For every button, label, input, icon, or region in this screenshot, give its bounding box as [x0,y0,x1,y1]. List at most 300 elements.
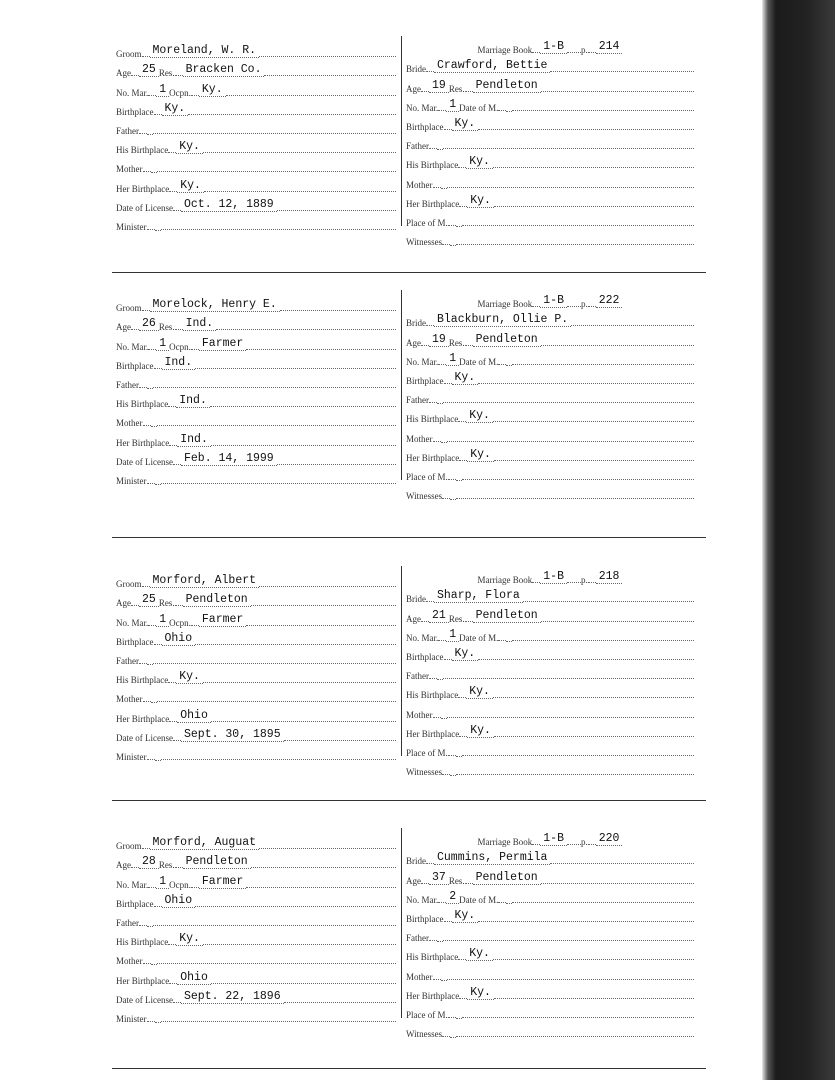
bride-no-mar-date-row [406,94,694,113]
bride-birthplace-row [406,113,694,132]
page-value: 218 [596,570,623,584]
groom-mother-label: Mother [116,956,143,967]
groom-value: Morford, Albert [150,574,260,588]
groom-mother-row [116,155,396,174]
bride-her-birthplace-value: Ky. [467,194,494,208]
date-of-license-value: Feb. 14, 1999 [181,452,277,466]
date-of-m-value [506,641,512,642]
bride-birthplace-value: Ky. [452,117,479,131]
bride-age-value: 19 [429,79,449,93]
date-of-m-label: Date of M. [459,356,499,367]
marriage-book-row [406,566,694,585]
groom-father-label: Father [116,655,139,666]
bride-row [406,585,694,604]
witnesses-value [450,775,456,776]
bride-age-label: Age [406,613,421,624]
column-divider [401,828,402,1018]
witnesses-value [450,1037,456,1038]
bride-value: Cummins, Permila [434,851,550,865]
bride-no-mar-date-row [406,624,694,643]
groom-father-row [116,371,396,390]
bride-father-row [406,132,694,151]
marriage-book-row [406,290,694,309]
bride-age-value: 21 [429,609,449,623]
place-of-m-row [406,209,694,228]
bride-birthplace-label: Birthplace [406,375,444,386]
bride-no-mar-label: No. Mar. [406,894,439,905]
groom-age-value: 25 [139,593,159,607]
groom-section [116,40,396,232]
groom-no-mar-ocpn-row [116,332,396,351]
bride-mother-label: Mother [406,971,433,982]
bride-age-label: Age [406,337,421,348]
groom-his-birthplace-row [116,928,396,947]
bride-his-birthplace-label: His Birthplace [406,160,459,171]
groom-her-birthplace-label: Her Birthplace [116,437,170,448]
witnesses-value [450,245,456,246]
bride-her-birthplace-row [406,720,694,739]
groom-res-value: Pendleton [183,855,251,869]
groom-birthplace-row [116,98,396,117]
bride-father-value [437,941,443,942]
groom-his-birthplace-value: Ind. [176,394,210,408]
scan-edge-shadow [762,0,835,1080]
bride-her-birthplace-label: Her Birthplace [406,452,460,463]
groom-res-value: Bracken Co. [183,63,265,77]
bride-res-value: Pendleton [473,609,541,623]
groom-father-label: Father [116,379,139,390]
place-of-m-row [406,463,694,482]
marriage-book-row [406,828,694,847]
date-of-m-value [506,903,512,904]
date-of-license-value: Sept. 30, 1895 [181,728,284,742]
groom-label: Groom [116,579,142,590]
place-of-m-label: Place of M. [406,747,448,758]
bride-label: Bride [406,64,426,75]
bride-her-birthplace-row [406,190,694,209]
date-of-license-label: Date of License [116,994,173,1005]
groom-birthplace-label: Birthplace [116,636,154,647]
groom-age-label: Age [116,860,131,871]
bride-no-mar-label: No. Mar. [406,356,439,367]
groom-res-label: Res. [158,68,175,79]
groom-mother-value [151,172,157,173]
bride-birthplace-value: Ky. [452,647,479,661]
column-divider [401,566,402,756]
groom-father-label: Father [116,917,139,928]
groom-ocpn-label: Ocpn. [169,341,191,352]
groom-his-birthplace-label: His Birthplace [116,145,169,156]
groom-her-birthplace-row [116,174,396,193]
groom-ocpn-value: Ky. [199,83,226,97]
witnesses-label: Witnesses [406,237,443,248]
groom-birthplace-label: Birthplace [116,898,154,909]
bride-row [406,847,694,866]
page-value: 222 [596,294,623,308]
groom-his-birthplace-row [116,390,396,409]
groom-res-label: Res. [158,598,175,609]
groom-birthplace-row [116,628,396,647]
place-of-m-value [456,480,462,481]
groom-birthplace-value: Ohio [162,632,196,646]
bride-birthplace-value: Ky. [452,371,479,385]
minister-row [116,743,396,762]
bride-age-res-row [406,604,694,623]
groom-age-res-row [116,313,396,332]
groom-his-birthplace-value: Ky. [176,932,203,946]
bride-age-value: 37 [429,871,449,885]
bride-father-value [437,403,443,404]
groom-section [116,294,396,486]
page-value: 214 [596,40,623,54]
groom-section [116,832,396,1024]
groom-no-mar-value: 1 [156,83,169,97]
groom-row [116,832,396,851]
bride-mother-row [406,170,694,189]
bride-birthplace-row [406,367,694,386]
witnesses-row [406,1020,694,1039]
groom-mother-label: Mother [116,418,143,429]
groom-age-value: 25 [139,63,159,77]
groom-ocpn-value: Farmer [199,875,246,889]
groom-birthplace-label: Birthplace [116,360,154,371]
page-value: 220 [596,832,623,846]
bride-his-birthplace-label: His Birthplace [406,690,459,701]
groom-mother-value [151,702,157,703]
groom-father-value [147,926,153,927]
bride-mother-value [441,718,447,719]
bride-his-birthplace-row [406,681,694,700]
bride-her-birthplace-label: Her Birthplace [406,728,460,739]
bride-age-label: Age [406,83,421,94]
groom-no-mar-label: No. Mar. [116,87,149,98]
groom-birthplace-label: Birthplace [116,106,154,117]
bride-res-value: Pendleton [473,333,541,347]
place-of-m-value [456,1018,462,1019]
date-of-license-row [116,448,396,467]
bride-age-label: Age [406,875,421,886]
groom-her-birthplace-value: Ohio [177,709,211,723]
bride-birthplace-row [406,643,694,662]
groom-father-value [147,134,153,135]
column-divider [401,290,402,480]
marriage-record-card [116,290,694,502]
groom-row [116,294,396,313]
place-of-m-label: Place of M. [406,217,448,228]
groom-his-birthplace-row [116,136,396,155]
date-of-m-value [506,111,512,112]
groom-label: Groom [116,841,142,852]
bride-no-mar-label: No. Mar. [406,632,439,643]
date-of-license-label: Date of License [116,732,173,743]
groom-his-birthplace-label: His Birthplace [116,937,169,948]
bride-label: Bride [406,856,426,867]
date-of-license-label: Date of License [116,202,173,213]
minister-row [116,1005,396,1024]
bride-father-row [406,924,694,943]
date-of-license-value: Sept. 22, 1896 [181,990,284,1004]
marriage-book-value: 1-B [540,570,567,584]
column-divider [401,36,402,226]
date-of-m-label: Date of M. [459,632,499,643]
minister-row [116,467,396,486]
bride-row [406,55,694,74]
bride-no-mar-value: 2 [446,890,459,904]
bride-section [406,36,694,247]
groom-her-birthplace-label: Her Birthplace [116,975,170,986]
groom-ocpn-label: Ocpn. [169,879,191,890]
place-of-m-row [406,739,694,758]
place-of-m-value [456,756,462,757]
bride-no-mar-value: 1 [446,628,459,642]
groom-no-mar-ocpn-row [116,870,396,889]
marriage-record-card [116,36,694,248]
groom-no-mar-ocpn-row [116,78,396,97]
groom-age-value: 26 [139,317,159,331]
groom-mother-value [151,426,157,427]
groom-age-label: Age [116,322,131,333]
marriage-record-card [116,828,694,1040]
groom-no-mar-label: No. Mar. [116,879,149,890]
groom-age-res-row [116,589,396,608]
minister-label: Minister [116,221,147,232]
date-of-license-row [116,194,396,213]
bride-age-res-row [406,866,694,885]
groom-value: Morelock, Henry E. [150,298,280,312]
groom-birthplace-row [116,890,396,909]
bride-father-label: Father [406,395,429,406]
date-of-license-row [116,986,396,1005]
bride-mother-label: Mother [406,179,433,190]
groom-no-mar-label: No. Mar. [116,341,149,352]
witnesses-label: Witnesses [406,767,443,778]
groom-father-row [116,909,396,928]
bride-his-birthplace-row [406,405,694,424]
marriage-book-row [406,36,694,55]
groom-her-birthplace-value: Ind. [177,433,211,447]
bride-his-birthplace-value: Ky. [466,685,493,699]
bride-father-row [406,386,694,405]
groom-her-birthplace-row [116,704,396,723]
groom-her-birthplace-row [116,966,396,985]
bride-mother-value [441,442,447,443]
minister-label: Minister [116,751,147,762]
bride-mother-row [406,424,694,443]
bride-father-value [437,679,443,680]
marriage-book-label: Marriage Book [477,837,533,848]
date-of-m-value [506,365,512,366]
groom-mother-value [151,964,157,965]
bride-her-birthplace-value: Ky. [467,448,494,462]
groom-no-mar-label: No. Mar. [116,617,149,628]
bride-res-label: Res. [448,337,465,348]
bride-his-birthplace-label: His Birthplace [406,952,459,963]
groom-father-value [147,664,153,665]
bride-his-birthplace-row [406,943,694,962]
groom-value: Moreland, W. R. [150,44,260,58]
bride-no-mar-label: No. Mar. [406,102,439,113]
place-of-m-row [406,1001,694,1020]
groom-ocpn-label: Ocpn. [169,87,191,98]
bride-label: Bride [406,594,426,605]
minister-row [116,213,396,232]
date-of-license-value: Oct. 12, 1889 [181,198,277,212]
bride-value: Crawford, Bettie [434,59,550,73]
minister-label: Minister [116,1013,147,1024]
bride-her-birthplace-label: Her Birthplace [406,198,460,209]
groom-his-birthplace-value: Ky. [176,140,203,154]
groom-father-label: Father [116,125,139,136]
bride-no-mar-date-row [406,886,694,905]
witnesses-label: Witnesses [406,491,443,502]
groom-mother-row [116,947,396,966]
bride-birthplace-label: Birthplace [406,651,444,662]
date-of-m-label: Date of M. [459,102,499,113]
bride-section [406,290,694,501]
page-label: p. [580,45,588,56]
page-label: p. [580,299,588,310]
bride-birthplace-row [406,905,694,924]
groom-row [116,40,396,59]
groom-mother-label: Mother [116,694,143,705]
bride-her-birthplace-value: Ky. [467,724,494,738]
bride-mother-row [406,962,694,981]
groom-ocpn-value: Farmer [199,613,246,627]
date-of-m-label: Date of M. [459,894,499,905]
witnesses-row [406,758,694,777]
marriage-book-label: Marriage Book [477,45,533,56]
groom-no-mar-value: 1 [156,875,169,889]
marriage-book-label: Marriage Book [477,575,533,586]
bride-no-mar-value: 1 [446,352,459,366]
page-label: p. [580,575,588,586]
place-of-m-label: Place of M. [406,1009,448,1020]
marriage-book-label: Marriage Book [477,299,533,310]
groom-her-birthplace-label: Her Birthplace [116,713,170,724]
witnesses-label: Witnesses [406,1029,443,1040]
bride-value: Blackburn, Ollie P. [434,313,571,327]
groom-no-mar-ocpn-row [116,608,396,627]
bride-father-label: Father [406,671,429,682]
groom-his-birthplace-value: Ky. [176,670,203,684]
groom-birthplace-row [116,352,396,371]
groom-age-label: Age [116,598,131,609]
bride-father-row [406,662,694,681]
groom-age-label: Age [116,68,131,79]
minister-value [155,1022,161,1023]
groom-res-value: Pendleton [183,593,251,607]
groom-father-row [116,117,396,136]
bride-his-birthplace-row [406,151,694,170]
bride-no-mar-value: 1 [446,98,459,112]
bride-age-res-row [406,74,694,93]
bride-res-label: Res. [448,875,465,886]
groom-row [116,570,396,589]
groom-res-label: Res. [158,860,175,871]
groom-birthplace-value: Ind. [162,356,196,370]
card-separator [112,800,706,801]
groom-mother-row [116,409,396,428]
groom-mother-label: Mother [116,164,143,175]
place-of-m-value [456,226,462,227]
bride-birthplace-value: Ky. [452,909,479,923]
minister-label: Minister [116,475,147,486]
bride-his-birthplace-value: Ky. [466,409,493,423]
bride-res-value: Pendleton [473,79,541,93]
groom-res-label: Res. [158,322,175,333]
minister-value [155,230,161,231]
marriage-book-value: 1-B [540,294,567,308]
groom-his-birthplace-label: His Birthplace [116,399,169,410]
date-of-license-row [116,724,396,743]
bride-his-birthplace-value: Ky. [466,155,493,169]
groom-age-value: 28 [139,855,159,869]
bride-her-birthplace-value: Ky. [467,986,494,1000]
bride-mother-label: Mother [406,709,433,720]
groom-value: Morford, Auguat [150,836,260,850]
marriage-book-value: 1-B [540,832,567,846]
bride-res-label: Res. [448,613,465,624]
groom-father-value [147,388,153,389]
bride-section [406,566,694,777]
witnesses-row [406,228,694,247]
bride-label: Bride [406,318,426,329]
bride-his-birthplace-value: Ky. [466,947,493,961]
groom-ocpn-label: Ocpn. [169,617,191,628]
bride-birthplace-label: Birthplace [406,913,444,924]
groom-mother-row [116,685,396,704]
bride-value: Sharp, Flora [434,589,523,603]
groom-her-birthplace-value: Ohio [177,971,211,985]
groom-age-res-row [116,59,396,78]
groom-his-birthplace-label: His Birthplace [116,675,169,686]
witnesses-row [406,482,694,501]
groom-res-value: Ind. [183,317,217,331]
groom-section [116,570,396,762]
card-separator [112,1068,706,1069]
bride-row [406,309,694,328]
witnesses-value [450,499,456,500]
groom-her-birthplace-label: Her Birthplace [116,183,170,194]
bride-mother-label: Mother [406,433,433,444]
place-of-m-label: Place of M. [406,471,448,482]
bride-mother-value [441,980,447,981]
bride-no-mar-date-row [406,348,694,367]
card-separator [112,272,706,273]
bride-age-res-row [406,328,694,347]
groom-label: Groom [116,49,142,60]
bride-mother-row [406,700,694,719]
marriage-record-card [116,566,694,778]
groom-her-birthplace-row [116,428,396,447]
bride-his-birthplace-label: His Birthplace [406,414,459,425]
groom-age-res-row [116,851,396,870]
bride-birthplace-label: Birthplace [406,121,444,132]
minister-value [155,484,161,485]
bride-age-value: 19 [429,333,449,347]
minister-value [155,760,161,761]
groom-father-row [116,647,396,666]
bride-res-value: Pendleton [473,871,541,885]
marriage-book-value: 1-B [540,40,567,54]
bride-her-birthplace-row [406,982,694,1001]
bride-her-birthplace-label: Her Birthplace [406,990,460,1001]
card-separator [112,537,706,538]
groom-no-mar-value: 1 [156,613,169,627]
groom-birthplace-value: Ohio [162,894,196,908]
groom-her-birthplace-value: Ky. [177,179,204,193]
bride-her-birthplace-row [406,444,694,463]
